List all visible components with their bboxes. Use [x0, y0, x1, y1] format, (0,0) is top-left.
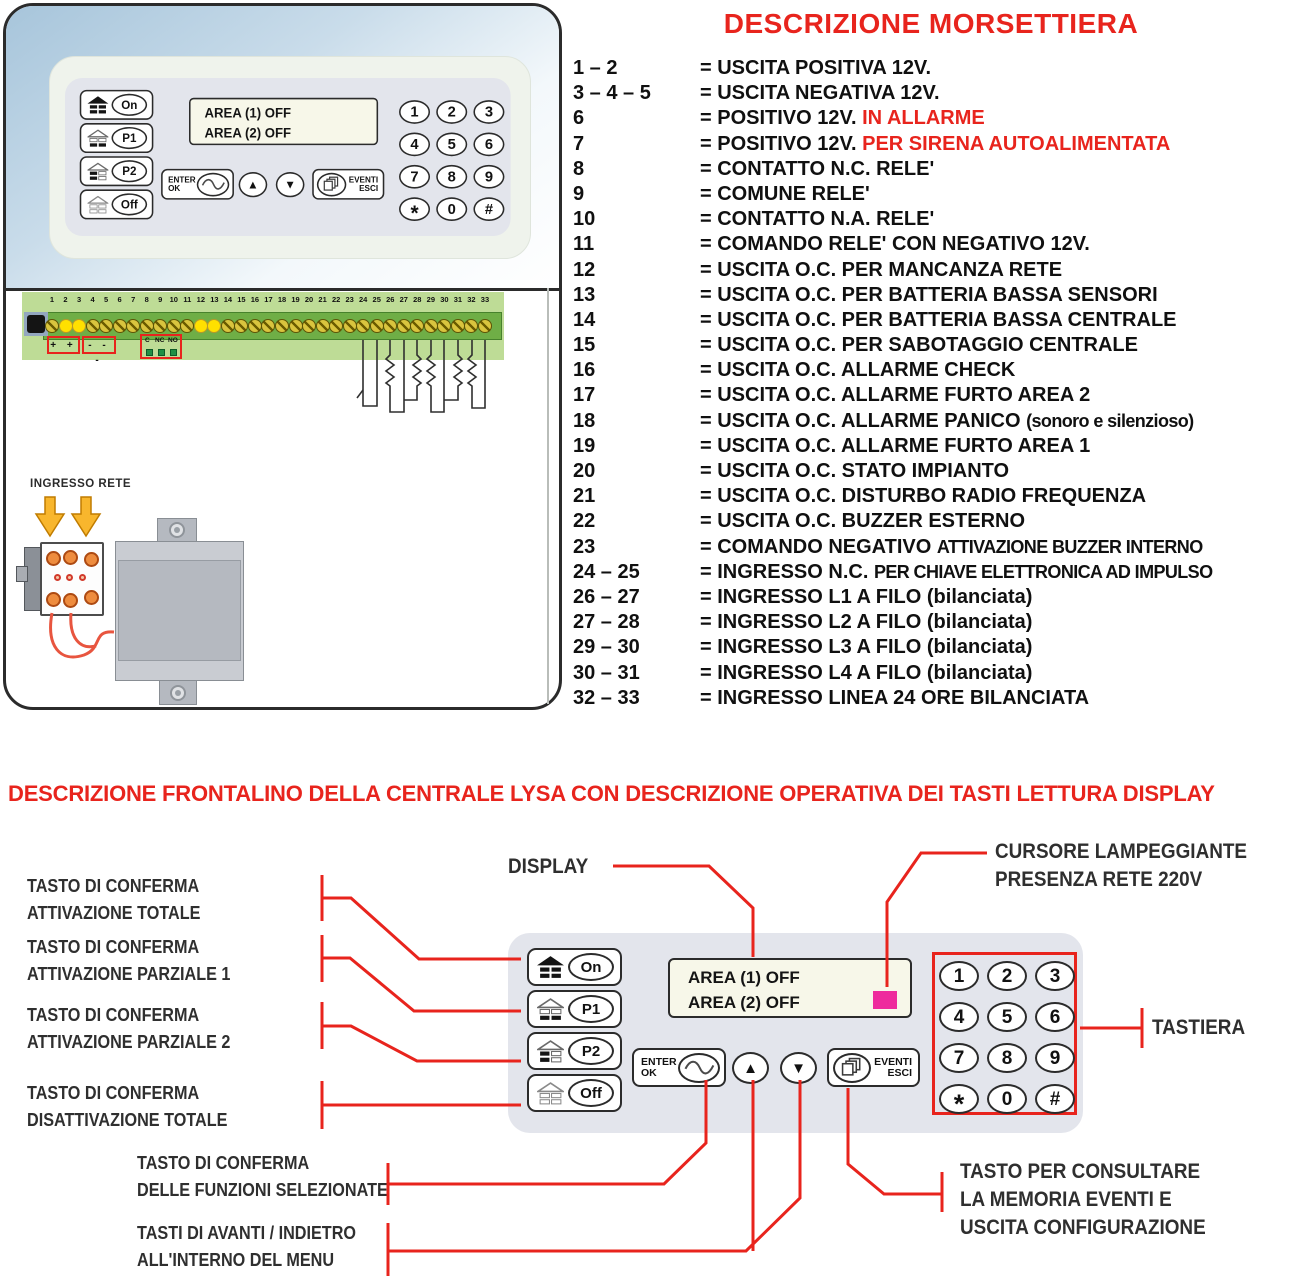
terminal-id: 16 — [573, 359, 596, 382]
enter-key-oval — [678, 1053, 720, 1083]
terminal-block — [22, 292, 504, 366]
negative-terminals-label: - - - — [82, 336, 116, 354]
terminal-description: = USCITA O.C. PER BATTERIA BASSA CENTRALE — [700, 308, 1177, 331]
terminal-id: 19 — [573, 434, 596, 457]
terminal-id: 24 – 25 — [573, 560, 640, 583]
terminal-id: 17 — [573, 384, 596, 407]
terminal-description: ATTIVAZIONE BUZZER INTERNO — [936, 536, 1203, 557]
terminal-number: 26 — [386, 295, 395, 304]
terminal-row — [573, 561, 1291, 586]
terminal-description: = COMUNE RELE' — [700, 182, 870, 205]
keypad-key-0: 0 — [436, 197, 467, 221]
keypad-key-7: 7 — [939, 1043, 979, 1073]
terminal-id: 18 — [573, 409, 596, 432]
terminal-screw-12 — [194, 319, 208, 333]
terminal-screw-20 — [302, 319, 316, 333]
on-button-label: On — [112, 94, 148, 116]
terminal-row — [573, 334, 1291, 359]
arm-total-button — [80, 90, 154, 120]
terminal-screw-33 — [478, 319, 492, 333]
terminal-description: = INGRESSO LINEA 24 ORE BILANCIATA — [700, 686, 1090, 709]
terminal-screw-19 — [289, 319, 303, 333]
terminal-row — [573, 636, 1291, 661]
menu-down-button — [276, 172, 305, 197]
terminal-description: = INGRESSO N.C. — [700, 560, 874, 583]
terminal-number: 22 — [331, 295, 341, 304]
terminal-row — [573, 133, 1291, 158]
terminal-id: 21 — [573, 485, 596, 508]
callout-eventi: TASTO PER CONSULTARE LA MEMORIA EVENTI E USCITA CONFIGURAZIONE — [960, 1160, 1206, 1239]
terminal-description: = POSITIVO 12V. — [700, 132, 863, 155]
terminal-id: 13 — [573, 283, 596, 306]
terminal-description: = POSITIVO 12V. — [700, 107, 863, 130]
mains-cursor-indicator — [873, 991, 897, 1009]
terminal-description: = USCITA O.C. STATO IMPIANTO — [700, 460, 1010, 482]
terminal-row — [573, 309, 1291, 334]
house-partial2-icon — [87, 162, 108, 180]
terminal-number: 21 — [318, 295, 327, 304]
house-total-icon — [87, 96, 108, 114]
enter-label-line2: OK — [168, 183, 181, 193]
callout-attivazione-parziale-2: TASTO DI CONFERMA ATTIVAZIONE PARZIALE 2 — [27, 1005, 231, 1052]
transformer-core — [118, 560, 241, 661]
terminal-screw-5 — [99, 319, 113, 333]
lcd-display — [189, 98, 378, 145]
terminal-number: 6 — [117, 295, 122, 304]
keypad-key-8: 8 — [436, 165, 467, 189]
on-button-label: On — [568, 953, 614, 981]
terminal-screw-10 — [167, 319, 181, 333]
keypad-key-8: 8 — [987, 1043, 1027, 1073]
terminal-id: 22 — [573, 510, 596, 533]
enter-label-line1: ENTER — [641, 1055, 677, 1068]
control-panel-front — [508, 933, 1083, 1133]
callout-attivazione-totale: TASTO DI CONFERMA ATTIVAZIONE TOTALE — [27, 876, 201, 923]
mount-screw-dot — [175, 690, 181, 696]
off-button-label: Off — [112, 193, 148, 215]
terminal-screw-1 — [45, 319, 59, 333]
terminal-description: = USCITA O.C. BUZZER ESTERNO — [700, 510, 1026, 533]
terminal-row — [573, 57, 1291, 82]
terminal-screw-21 — [316, 319, 330, 333]
terminal-screw-2 — [59, 319, 73, 333]
up-arrow-icon: ▲ — [247, 178, 259, 192]
arm-partial1-button — [527, 990, 622, 1028]
terminal-number: 17 — [264, 295, 273, 304]
menu-up-button — [239, 172, 268, 197]
wave-icon — [682, 1057, 716, 1079]
terminal-id: 29 – 30 — [573, 636, 640, 659]
terminal-row — [573, 611, 1291, 636]
fuse-bracket-tab — [16, 566, 28, 582]
terminal-id: 26 – 27 — [573, 585, 640, 608]
terminal-description: = USCITA O.C. ALLARME PANICO — [700, 409, 1027, 432]
relay-label-c: C — [145, 337, 150, 344]
terminal-number: 7 — [131, 295, 136, 304]
callout-tastiera: TASTIERA — [1152, 1016, 1246, 1039]
terminal-number: 31 — [453, 295, 463, 304]
terminal-screw-3 — [72, 319, 86, 333]
keypad-key-#: # — [473, 197, 504, 221]
relay-pad-nc — [158, 349, 165, 356]
eventi-esci-button — [827, 1048, 920, 1087]
terminal-description: = USCITA O.C. PER MANCANZA RETE — [700, 258, 1063, 281]
keypad-key-1: 1 — [399, 100, 430, 124]
terminal-id: 1 – 2 — [573, 57, 618, 79]
terminal-number: 30 — [440, 295, 449, 304]
terminal-id: 12 — [573, 258, 596, 281]
enter-label-line2: OK — [641, 1066, 657, 1079]
p2-button-label: P2 — [568, 1037, 614, 1065]
terminal-screw-16 — [248, 319, 262, 333]
eventi-label-line1: EVENTI — [874, 1055, 912, 1068]
mains-screw — [84, 552, 99, 567]
terminal-id: 3 – 4 – 5 — [573, 82, 651, 105]
terminal-description: PER SIRENA AUTOALIMENTATA — [862, 132, 1171, 155]
terminal-row — [573, 536, 1291, 561]
terminal-number: 11 — [183, 295, 192, 304]
disarm-button — [80, 189, 154, 219]
terminal-number: 14 — [223, 295, 233, 304]
keypad-key-2: 2 — [436, 100, 467, 124]
relay-terminals-label — [140, 334, 182, 359]
house-off-icon — [87, 195, 108, 213]
display-line-2: AREA (2) OFF — [204, 125, 292, 141]
terminal-id: 30 – 31 — [573, 661, 640, 684]
line-attivazione-parziale-2 — [322, 1026, 521, 1061]
house-off-icon — [537, 1082, 564, 1105]
terminal-screw-18 — [275, 319, 289, 333]
terminal-description: = USCITA O.C. ALLARME FURTO AREA 1 — [700, 434, 1091, 457]
keypad-key-4: 4 — [399, 133, 430, 157]
terminal-screw-8 — [140, 319, 154, 333]
terminal-id: 9 — [573, 182, 585, 205]
terminal-row — [573, 586, 1291, 611]
keypad-key-*: * — [939, 1084, 979, 1114]
line-attivazione-parziale-1 — [322, 958, 521, 1011]
keypad-key-#: # — [1035, 1084, 1075, 1114]
keypad-key-5: 5 — [436, 133, 467, 157]
terminal-row — [573, 359, 1291, 384]
line-attivazione-totale — [322, 898, 521, 959]
p2-button-label: P2 — [112, 160, 148, 182]
terminal-description-list — [573, 57, 1291, 712]
terminal-id: 14 — [573, 308, 596, 331]
callout-arrows: TASTI DI AVANTI / INDIETRO ALL'INTERNO DEL MENU — [137, 1223, 356, 1270]
terminal-description: PER CHIAVE ELETTRONICA AD IMPULSO — [873, 561, 1213, 582]
terminal-row — [573, 460, 1291, 485]
terminal-description: = CONTATTO N.C. RELE' — [700, 157, 935, 180]
terminal-row — [573, 107, 1291, 132]
relay-label-no: NO — [168, 337, 178, 344]
terminal-number: 19 — [291, 295, 300, 304]
terminal-id: 11 — [573, 233, 595, 256]
terminal-number: 18 — [277, 295, 287, 304]
terminal-description: = USCITA O.C. PER SABOTAGGIO CENTRALE — [700, 334, 1138, 357]
terminal-description: = USCITA O.C. DISTURBO RADIO FREQUENZA — [700, 485, 1147, 508]
terminal-row — [573, 208, 1291, 233]
numeric-keypad — [394, 93, 506, 225]
off-button-label: Off — [568, 1079, 614, 1107]
terminal-number: 27 — [399, 295, 408, 304]
terminal-screw-6 — [113, 319, 127, 333]
mains-screw — [46, 592, 61, 607]
control-panel-front — [65, 78, 511, 236]
terminal-number: 28 — [413, 295, 422, 304]
terminal-screw-14 — [221, 319, 235, 333]
down-arrow-icon: ▼ — [284, 178, 296, 192]
keypad-key-5: 5 — [987, 1002, 1027, 1032]
keypad-key-3: 3 — [473, 100, 504, 124]
terminal-row — [573, 233, 1291, 258]
terminal-row — [573, 82, 1291, 107]
terminal-description: IN ALLARME — [862, 107, 985, 130]
terminal-id: 8 — [573, 157, 585, 180]
keypad-key-1: 1 — [939, 961, 979, 991]
terminal-row — [573, 259, 1291, 284]
terminal-id: 20 — [573, 460, 596, 482]
terminal-number: 15 — [237, 295, 246, 304]
terminal-number: 12 — [196, 295, 205, 304]
terminal-number: 1 — [49, 295, 55, 304]
terminal-number: 16 — [250, 295, 260, 304]
house-partial1-icon — [87, 129, 108, 147]
disarm-button — [527, 1074, 622, 1112]
terminal-screw-23 — [343, 319, 357, 333]
terminal-number: 10 — [169, 295, 178, 304]
keypad-key-0: 0 — [987, 1084, 1027, 1114]
enter-ok-button — [632, 1048, 726, 1087]
terminal-id: 27 – 28 — [573, 611, 640, 634]
terminal-description: = INGRESSO L2 A FILO (bilanciata) — [700, 611, 1033, 634]
terminal-row — [573, 510, 1291, 535]
house-partial2-icon — [537, 1040, 564, 1063]
arm-total-button — [527, 948, 622, 986]
terminal-screw-31 — [451, 319, 465, 333]
enclosure-inner-wall — [547, 288, 549, 704]
terminal-description: = COMANDO RELE' CON NEGATIVO 12V. — [700, 233, 1090, 256]
terminal-screw-27 — [397, 319, 411, 333]
house-partial1-icon — [537, 998, 564, 1021]
keypad-key-3: 3 — [1035, 961, 1075, 991]
menu-up-button — [732, 1052, 769, 1084]
terminal-number: 8 — [144, 295, 149, 304]
mount-screw-dot — [174, 527, 180, 533]
eventi-label-line2: ESCI — [887, 1066, 912, 1079]
eventi-label-line2: ESCI — [359, 183, 379, 193]
terminal-row — [573, 384, 1291, 409]
relay-pad-no — [170, 349, 177, 356]
terminal-row — [573, 410, 1291, 435]
arm-partial2-button — [80, 156, 154, 186]
terminal-description: = CONTATTO N.A. RELE' — [700, 208, 935, 231]
terminal-number: 2 — [63, 295, 68, 304]
eventi-key-oval — [317, 172, 346, 196]
callout-cursore: CURSORE LAMPEGGIANTE PRESENZA RETE 220V — [995, 840, 1248, 891]
fuse-dot — [79, 574, 86, 581]
terminal-number: 9 — [158, 295, 163, 304]
p1-button-label: P1 — [112, 127, 148, 149]
relay-pad-c — [146, 349, 153, 356]
lcd-display — [668, 958, 912, 1018]
enter-ok-button — [161, 169, 234, 200]
menu-down-button — [780, 1052, 817, 1084]
terminal-screw-25 — [370, 319, 384, 333]
terminal-description: = INGRESSO L3 A FILO (bilanciata) — [700, 636, 1033, 659]
keypad-key-4: 4 — [939, 1002, 979, 1032]
eventi-label-line1: EVENTI — [348, 174, 379, 185]
terminal-id: 6 — [573, 107, 585, 130]
terminal-number: 3 — [76, 295, 82, 304]
terminal-description: = USCITA POSITIVA 12V. — [700, 57, 931, 79]
terminal-id: 7 — [573, 132, 585, 155]
terminal-description: = USCITA O.C. ALLARME FURTO AREA 2 — [700, 384, 1091, 407]
mains-input-label: INGRESSO RETE — [30, 478, 132, 490]
keypad-key-9: 9 — [473, 165, 504, 189]
pages-icon — [839, 1056, 865, 1080]
callout-display: DISPLAY — [508, 855, 589, 878]
callout-enter: TASTO DI CONFERMA DELLE FUNZIONI SELEZIONATE — [137, 1153, 388, 1200]
terminal-description: = COMANDO NEGATIVO — [700, 535, 937, 558]
eventi-esci-button — [312, 169, 384, 200]
keypad-key-9: 9 — [1035, 1043, 1075, 1073]
fuse-dot — [54, 574, 61, 581]
mains-screw — [63, 593, 78, 608]
terminal-id: 15 — [573, 334, 596, 357]
up-arrow-icon: ▲ — [743, 1060, 758, 1077]
display-line-1: AREA (1) OFF — [204, 105, 292, 121]
mains-screw — [63, 550, 78, 565]
terminal-number: 33 — [480, 295, 490, 304]
enter-key-oval — [197, 172, 230, 196]
terminal-description: = INGRESSO L1 A FILO (bilanciata) — [700, 585, 1033, 608]
terminal-number: 25 — [372, 295, 381, 304]
keypad-key-2: 2 — [987, 961, 1027, 991]
terminal-description: = USCITA O.C. PER BATTERIA BASSA SENSORI — [700, 283, 1158, 306]
mains-screw — [46, 551, 61, 566]
pages-icon — [322, 175, 342, 194]
terminal-id: 10 — [573, 208, 596, 231]
terminal-number: 24 — [359, 295, 368, 304]
terminal-row — [573, 284, 1291, 309]
tamper-switch — [27, 315, 45, 333]
keypad-key-6: 6 — [473, 133, 504, 157]
wave-icon — [200, 176, 226, 193]
terminal-row — [573, 435, 1291, 460]
terminal-description: = USCITA O.C. ALLARME CHECK — [700, 359, 1016, 382]
terminal-number: 5 — [104, 295, 109, 304]
terminal-number: 23 — [345, 295, 354, 304]
positive-terminals-label: + + — [47, 336, 80, 354]
mains-screw — [84, 590, 99, 605]
callout-attivazione-parziale-1: TASTO DI CONFERMA ATTIVAZIONE PARZIALE 1 — [27, 937, 231, 984]
keypad-key-*: * — [399, 197, 430, 221]
keypad-key-6: 6 — [1035, 1002, 1075, 1032]
relay-label-nc: NC — [155, 337, 165, 344]
terminal-number: 20 — [304, 295, 314, 304]
fuse-dot — [66, 574, 73, 581]
terminal-row — [573, 485, 1291, 510]
keypad-key-7: 7 — [399, 165, 430, 189]
display-line-2: AREA (2) OFF — [688, 993, 800, 1012]
terminal-number: 29 — [426, 295, 435, 304]
display-line-1: AREA (1) OFF — [688, 968, 800, 987]
terminal-number: 13 — [210, 295, 219, 304]
down-arrow-icon: ▼ — [791, 1060, 806, 1077]
arm-partial2-button — [527, 1032, 622, 1070]
terminal-row — [573, 183, 1291, 208]
page-title: DESCRIZIONE MORSETTIERA — [723, 8, 1139, 39]
terminal-id: 32 – 33 — [573, 686, 640, 709]
terminal-id: 23 — [573, 535, 596, 558]
terminal-row — [573, 687, 1291, 712]
numeric-keypad — [932, 952, 1077, 1119]
terminal-screw-4 — [86, 319, 100, 333]
terminal-number: 4 — [90, 295, 95, 304]
section-heading: DESCRIZIONE FRONTALINO DELLA CENTRALE LYSA CON DESCRIZIONE OPERATIVA DEI TASTI LETTURA DISPLAY — [8, 781, 1215, 806]
eventi-key-oval — [833, 1053, 871, 1083]
callout-disattivazione-totale: TASTO DI CONFERMA DISATTIVAZIONE TOTALE — [27, 1083, 228, 1130]
arm-partial1-button — [80, 123, 154, 153]
terminal-screw-29 — [424, 319, 438, 333]
terminal-description: (sonoro e silenzioso) — [1026, 410, 1194, 431]
terminal-row — [573, 158, 1291, 183]
house-total-icon — [537, 956, 564, 979]
terminal-number: 32 — [467, 295, 476, 304]
terminal-row — [573, 662, 1291, 687]
terminal-description: = USCITA NEGATIVA 12V. — [700, 82, 940, 105]
p1-button-label: P1 — [568, 995, 614, 1023]
terminal-description: = INGRESSO L4 A FILO (bilanciata) — [700, 661, 1033, 684]
enter-label-line1: ENTER — [168, 174, 196, 185]
